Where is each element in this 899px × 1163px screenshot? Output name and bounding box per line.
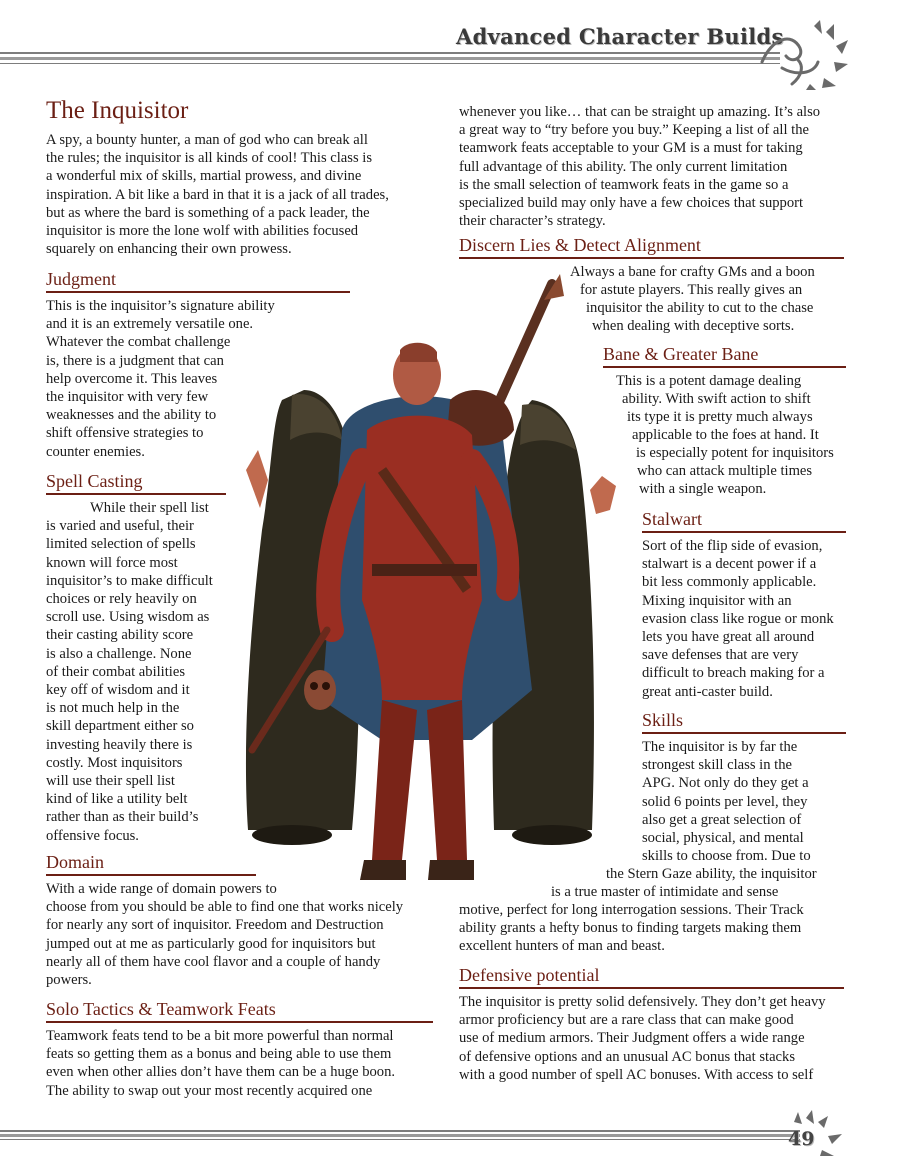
spell-casting-paragraph [46,499,246,845]
text-line: choices or rely heavily on [46,591,197,608]
text-line: limited selection of spells [46,536,196,553]
text-line: lets you have great all around [642,629,815,646]
text-line: teamwork feats acceptable to your GM is a must for taking [459,140,803,157]
section-heading-stalwart: Stalwart [642,508,846,533]
text-line: of their combat abilities [46,663,186,680]
text-line: offensive focus. [46,827,139,844]
text-line: bit less commonly applicable. [642,574,817,591]
text-line: and it is an extremely versatile one. [46,316,254,333]
text-line: armor proficiency but are a rare class that can make good [459,1012,794,1029]
text-line: social, physical, and mental [642,830,804,847]
text-line: applicable to the foes at hand. It [632,427,819,443]
text-line: counter enemies. [46,443,145,460]
text-line: skill department either so [46,718,194,735]
text-line: feats so getting them as a bonus and being able to use them [46,1046,392,1063]
text-line: a wonderful mix of skills, martial prowess, and divine [46,168,362,185]
text-line: powers. [46,972,92,989]
section-heading-spell-casting: Spell Casting [46,470,226,495]
text-line: excellent hunters of man and beast. [459,938,665,954]
text-line: Always a bane for crafty GMs and a boon [570,264,815,280]
text-line: of defensive options and an unusual AC bonus that stacks [459,1048,796,1065]
section-heading-solo-tactics: Solo Tactics & Teamwork Feats [46,998,433,1023]
header-flourish-icon [752,18,852,92]
defensive-paragraph [459,993,879,1084]
text-line: full advantage of this ability. The only current limitation [459,158,788,175]
text-line: is varied and useful, their [46,518,194,535]
text-line: kind of like a utility belt [46,791,188,808]
text-line: for nearly any sort of inquisitor. Freedom and Destruction [46,917,384,934]
text-line: whenever you like… that can be straight up amazing. It’s also [459,104,821,120]
text-line: scroll use. Using wisdom as [46,609,210,626]
text-line: ability grants a hefty bonus to finding targets making them [459,920,802,936]
text-line: The inquisitor is pretty solid defensively. They don’t get heavy [459,994,826,1010]
text-line: APG. Not only do they get a [642,775,809,792]
text-line: Whatever the combat challenge [46,334,231,351]
inquisitor-illustration [232,270,632,900]
text-line: use of medium armors. Their Judgment offers a wide range [459,1030,805,1047]
text-line: the inquisitor with very few [46,389,209,406]
text-line: is a true master of intimidate and sense [551,884,779,900]
solo-tactics-paragraph [46,1027,446,1100]
section-heading-judgment: Judgment [46,268,350,293]
text-line: who can attack multiple times [637,463,813,479]
section-heading-bane: Bane & Greater Bane [603,343,846,368]
text-line: evasion class like rogue or monk [642,610,834,627]
text-line: inspiration. A bit like a bard in that it is a jack of all trades, [46,186,389,203]
text-line: ability. With swift action to shift [622,391,811,407]
stalwart-paragraph [642,537,862,701]
text-line: A spy, a bounty hunter, a man of god who can break all [46,132,368,148]
text-line: motive, perfect for long interrogation sessions. Their Track [459,902,804,918]
footer-rule [0,1130,800,1140]
section-heading-domain: Domain [46,851,256,876]
text-line: key off of wisdom and it [46,682,190,699]
text-line: This is the inquisitor’s signature ability [46,298,275,314]
text-line: their casting ability score [46,627,194,644]
text-line: will use their spell list [46,773,175,790]
text-line: difficult to breach making for a [642,665,825,682]
text-line: Mixing inquisitor with an [642,592,792,609]
text-line: even when other allies don’t have them can be a huge boon. [46,1064,396,1081]
text-line: This is a potent damage dealing [616,373,802,389]
text-line: While their spell list [90,500,209,516]
text-line: also get a great selection of [642,811,802,828]
header-rule [0,52,780,66]
text-line: inquisitor’s to make difficult [46,572,213,589]
text-line: with a single weapon. [639,481,767,497]
text-line: the Stern Gaze ability, the inquisitor [606,866,817,882]
skills-paragraph [642,738,862,865]
text-line: for astute players. This really gives an [580,282,803,298]
text-line: weaknesses and the ability to [46,407,217,424]
text-line: is especially potent for inquisitors [636,445,834,461]
text-line: squarely on enhancing their own prowess. [46,241,292,258]
text-line: great anti-caster build. [642,683,773,700]
intro-paragraph [46,131,446,258]
header-title: Advanced Character Builds [456,24,784,49]
text-line: solid 6 points per level, they [642,793,808,810]
text-line: skills to choose from. Due to [642,848,811,865]
text-line: choose from you should be able to find one that works nicely [46,899,404,916]
text-line: The inquisitor is by far the [642,739,798,755]
text-line: nearly all of them have cool flavor and a couple of handy [46,953,381,970]
section-heading-discern-lies: Discern Lies & Detect Alignment [459,234,844,259]
text-line: is the small selection of teamwork feats in the game so a [459,176,789,193]
page-title: The Inquisitor [46,97,189,124]
text-line: its type it is pretty much always [627,409,813,425]
text-line: rather than as their build’s [46,809,199,826]
text-line: investing heavily there is [46,736,193,753]
text-line: known will force most [46,554,178,571]
text-line: but as where the bard is something of a pack leader, the [46,204,370,221]
text-line: inquisitor is more the lone wolf with abilities focused [46,223,359,240]
section-heading-defensive-potential: Defensive potential [459,964,844,989]
section-heading-skills: Skills [642,709,846,734]
text-line: their character’s strategy. [459,213,606,230]
text-line: costly. Most inquisitors [46,754,183,771]
text-line: is also a challenge. None [46,645,192,662]
text-line: the rules; the inquisitor is all kinds of cool! This class is [46,150,373,167]
text-line: The ability to swap out your most recently acquired one [46,1082,373,1099]
text-line: with a good number of spell AC bonuses. With access to self [459,1066,814,1083]
text-line: shift offensive strategies to [46,425,204,442]
text-line: help overcome it. This leaves [46,370,218,387]
text-line: jumped out at me as particularly good for inquisitors but [46,935,376,952]
text-line: With a wide range of domain powers to [46,881,277,897]
text-line: stalwart is a decent power if a [642,556,817,573]
text-line: Sort of the flip side of evasion, [642,538,823,554]
text-line: a great way to “try before you buy.” Keeping a list of all the [459,122,809,139]
text-line: save defenses that are very [642,647,799,664]
continued-paragraph [459,103,879,230]
text-line: inquisitor the ability to cut to the chase [586,300,814,316]
text-line: Teamwork feats tend to be a bit more powerful than normal [46,1028,394,1044]
page-number: 49 [788,1128,815,1150]
text-line: is not much help in the [46,700,180,717]
text-line: specialized build may only have a few choices that support [459,195,804,212]
text-line: when dealing with deceptive sorts. [592,318,795,334]
text-line: is, there is a judgment that can [46,352,224,369]
text-line: strongest skill class in the [642,757,792,774]
